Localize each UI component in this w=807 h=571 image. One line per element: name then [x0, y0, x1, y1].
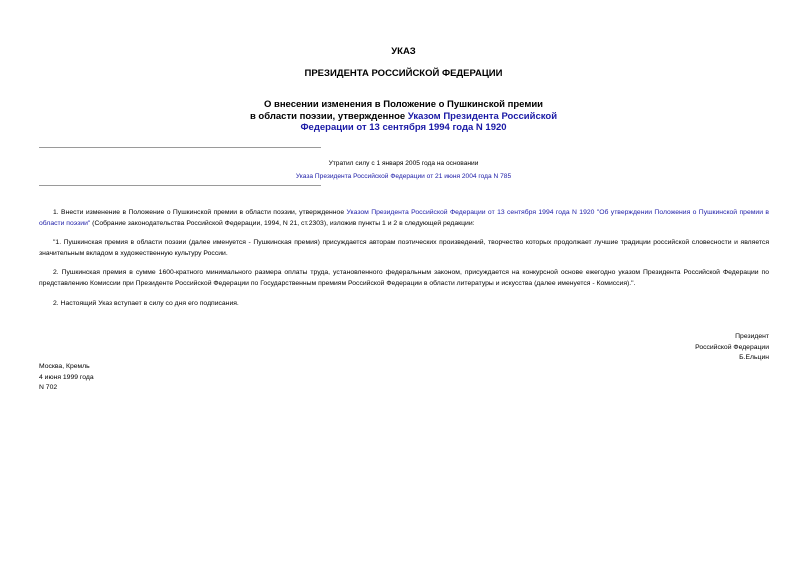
status-text: Утратил силу с 1 января 2005 года на основании: [328, 160, 479, 167]
status-note: [0, 157, 807, 183]
paragraph-2: "1. Пушкинская премия в области поэзии (далее именуется - Пушкинская премия) присуждается авторам поэтических произведений, творчество которых продолжает лучшие традиции российской словесности и является значительным вкладом в художественную культуру России.: [39, 239, 769, 257]
body-paragraph-2: [39, 238, 769, 259]
body-paragraph-4: [39, 299, 769, 310]
title-decree-link[interactable]: Указом Президента Российской: [407, 110, 558, 122]
issuer-heading: ПРЕЗИДЕНТА РОССИЙСКОЙ ФЕДЕРАЦИИ: [304, 68, 503, 79]
divider-bottom: [39, 185, 321, 186]
date: 4 июня 1999 года: [39, 373, 94, 381]
status-repeal-link[interactable]: Указа Президента Российской Федерации от 21 июня 2004 года N 785: [295, 173, 512, 180]
p1-text-end: (Собрание законодательства Российской Федерации, 1994, N 21, ст.2303), изложив пункты 1 и 2 в следующей редакции:: [90, 219, 475, 227]
doc-type-heading: УКАЗ: [391, 46, 416, 57]
document-body: [39, 208, 769, 229]
title-decree-link-cont[interactable]: Федерации от 13 сентября 1994 года N 1920: [300, 122, 507, 133]
title-line-2: [0, 111, 807, 123]
place: Москва, Кремль: [39, 363, 90, 370]
divider-top: [39, 147, 321, 148]
signature-name: Б.Ельцин: [739, 354, 769, 361]
paragraph-4: 2. Настоящий Указ вступает в силу со дня его подписания.: [53, 300, 239, 307]
signature-title: Президент: [735, 333, 769, 340]
document-title: [0, 99, 807, 134]
body-paragraph-3: [39, 268, 769, 289]
signature-org: Российской Федерации: [695, 343, 769, 351]
paragraph-1: [39, 208, 769, 229]
paragraph-3: 2. Пушкинская премия в сумме 1600-кратного минимального размера оплаты труда, установленного федеральным законом, присуждается на конкурсной основе ежегодно указом Президента Российской Федерации по представлению Комиссии при Президенте Российской Федерации по Государственным премиям Российской Федерации в области литературы и искусства (далее именуется - Комиссия).".: [39, 269, 769, 287]
title-line-1: О внесении изменения в Положение о Пушкинской премии: [263, 99, 544, 110]
decree-number: N 702: [39, 384, 58, 391]
p1-decree-link[interactable]: Указом Президента Российской Федерации от 13 сентября 1994 года N 1920 "Об утверждении Положения о Пушкинской премии в области поэзии": [39, 209, 769, 227]
title-line-2-text: в области поэзии, утвержденное: [249, 110, 408, 122]
p1-text-start: 1. Внести изменение в Положение о Пушкинской премии в области поэзии, утвержденное: [53, 209, 347, 216]
signature-block: [569, 332, 769, 364]
place-date-block: [39, 362, 239, 394]
